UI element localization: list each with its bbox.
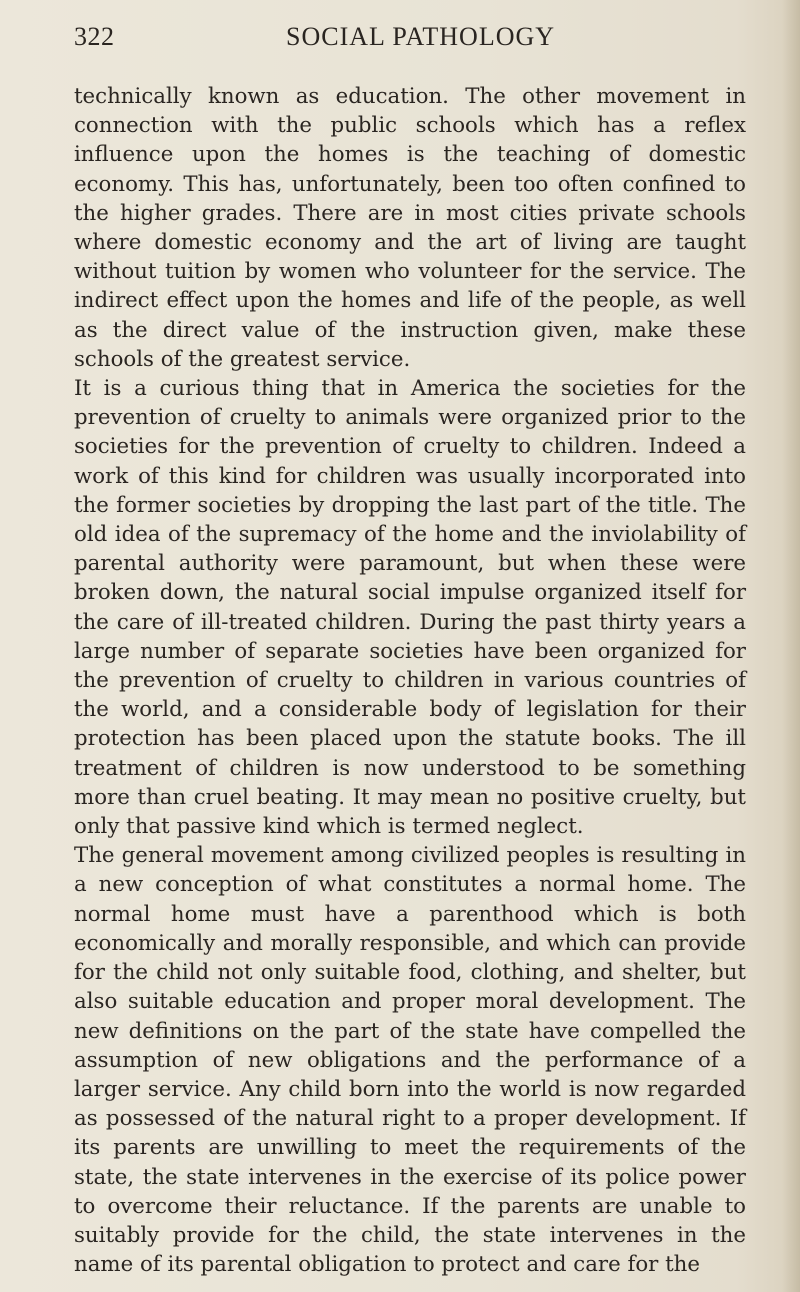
paragraph-2: It is a curious thing that in America the societies for the prevention of cruelty to animals were organized prior to the societies for the prevention of cruelty to children. Indeed a work of this kind for children was usually incorporated into the former societies by dropping the last part of the title. The old idea of the supremacy of the home and the inviolability of parental authority were paramount, but when these were broken down, the natural social impulse organized itself for the care of ill-treated children. During the past thirty years a large number of separate societies have been organized for the prevention of cruelty to children in various countries of the world, and a considerable body of legislation for their protection has been placed upon the statute books. The ill treatment of children is now understood to be something more than cruel beating. It may mean no positive cruelty, but only that passive kind which is termed neglect. — [74, 376, 746, 840]
paragraph-3: The general movement among civilized peoples is resulting in a new conception of what constitutes a normal home. The normal home must have a parenthood which is both economically and morally responsible, and which can provide for the child not only suitable food, clothing, and shelter, but also suitable education and proper moral development. The new definitions on the part of the state have compelled the assumption of new obligations and the performance of a larger service. Any child born into the world is now regarded as possessed of the natural right to a proper development. If its parents are unwilling to meet the requirements of the state, the state intervenes in the exercise of its police power to overcome their reluctance. If the parents are unable to suitably provide for the child, the state intervenes in the name of its parental obligation to protect and care for the — [74, 843, 746, 1278]
page-edge-shadow — [782, 0, 800, 1292]
running-head: SOCIAL PATHOLOGY — [286, 22, 556, 51]
paragraph-1: technically known as education. The other movement in connection with the public schools which has a reflex influence upon the homes is the teaching of domestic economy. This has, unfortunately, been too often confined to the higher grades. There are in most cities private schools where domestic economy and the art of living are taught without tuition by women who volunteer for the service. The indirect effect upon the homes and life of the people, as well as the direct value of the instruction given, make these schools of the greatest service. — [74, 84, 746, 372]
body-text — [74, 82, 746, 1279]
page-header — [74, 22, 746, 64]
page-number: 322 — [74, 22, 115, 51]
